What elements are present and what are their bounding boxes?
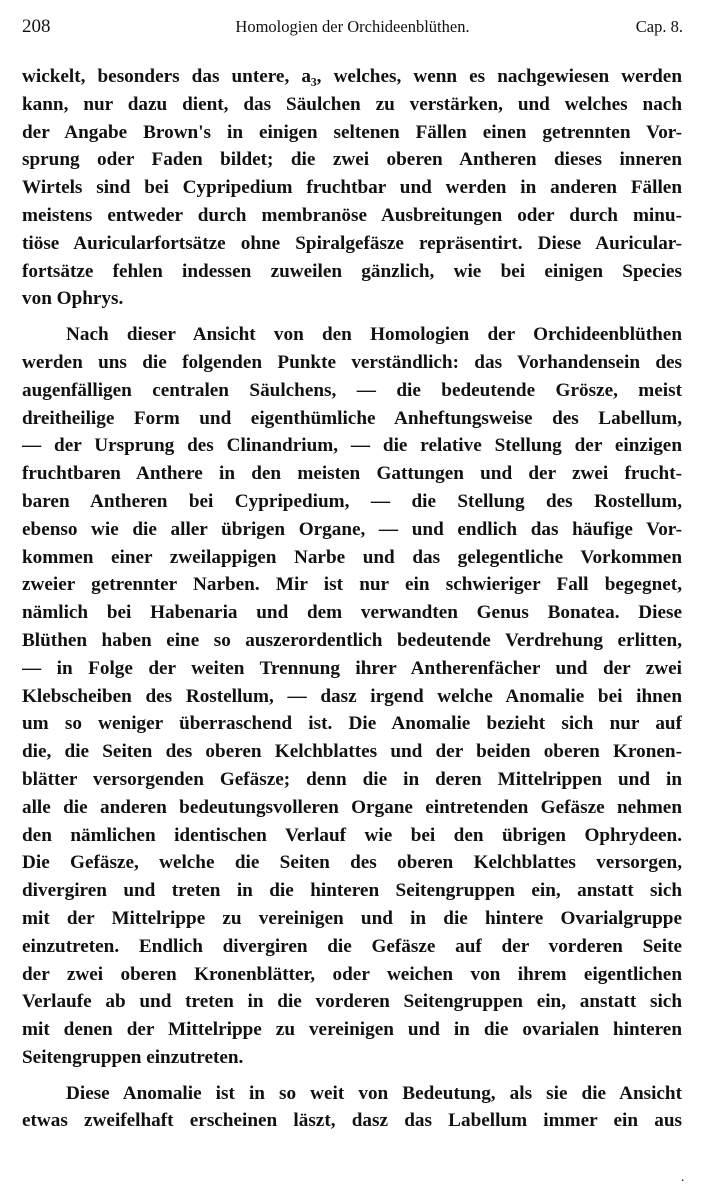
- text-line: meistens entweder durch membranöse Ausbreitungen oder durch minu-: [22, 204, 682, 226]
- text-line: mit der Mittelrippe zu vereinigen und in die hintere Ovarialgruppe: [22, 907, 682, 929]
- text-line: tiöse Auricularfortsätze ohne Spiralgefäsze repräsentirt. Diese Auricular-: [22, 232, 682, 254]
- text-line: fortsätze fehlen indessen zuweilen gänzlich, wie bei einigen Species: [22, 260, 682, 282]
- text-line: divergiren und treten in die hinteren Seitengruppen ein, anstatt sich: [22, 880, 682, 902]
- text-line: kann, nur dazu dient, das Säulchen zu verstärken, und welches nach: [22, 93, 682, 115]
- text-line: — der Ursprung des Clinandrium, — die relative Stellung der einzigen: [22, 435, 682, 457]
- text-line: der Angabe Brown's in einigen seltenen Fällen einen getrennten Vor-: [22, 121, 682, 143]
- paragraph-gap: [22, 313, 682, 321]
- text-line: Verlaufe ab und treten in die vorderen Seitengruppen ein, anstatt sich: [22, 991, 682, 1013]
- text-line: kommen einer zweilappigen Narbe und das gelegentliche Vorkommen: [22, 546, 682, 568]
- text-line: ebenso wie die aller übrigen Organe, — und endlich das häufige Vor-: [22, 518, 682, 540]
- text-line: — in Folge der weiten Trennung ihrer Antherenfächer und der zwei: [22, 657, 682, 679]
- text-line: Diese Anomalie ist in so weit von Bedeutung, als sie die Ansicht: [66, 1082, 682, 1104]
- text-line: Klebscheiben des Rostellum, — dasz irgend welche Anomalie bei ihnen: [22, 685, 682, 707]
- text-line: dreitheilige Form und eigenthümliche Anheftungsweise des Labellum,: [22, 407, 682, 429]
- text-line: einzutreten. Endlich divergiren die Gefäsze auf der vorderen Seite: [22, 935, 682, 957]
- text-line: sprung oder Faden bildet; die zwei oberen Antheren dieses inneren: [22, 149, 682, 171]
- text-line: nämlich bei Habenaria und dem verwandten Genus Bonatea. Diese: [22, 602, 682, 624]
- text-line: alle die anderen bedeutungsvolleren Organe eintretenden Gefäsze nehmen: [22, 796, 682, 818]
- page-header: [22, 14, 683, 44]
- text-line: mit denen der Mittelrippe zu vereinigen und in die ovarialen hinteren: [22, 1019, 682, 1041]
- paragraph: [22, 1080, 682, 1136]
- paragraph-gap: [22, 1072, 682, 1080]
- text-line: etwas zweifelhaft erscheinen läszt, dasz das Labellum immer ein aus: [22, 1110, 682, 1132]
- text-line: Seitengruppen einzutreten.: [22, 1046, 244, 1068]
- text-line: blätter versorgenden Gefäsze; denn die in deren Mittelrippen und in: [22, 768, 682, 790]
- text-line: zweier getrennter Narben. Mir ist nur ein schwieriger Fall begegnet,: [22, 574, 682, 596]
- text-line: werden uns die folgenden Punkte verständlich: das Vorhandensein des: [22, 351, 682, 373]
- text-line: die, die Seiten des oberen Kelchblattes und der beiden oberen Kronen-: [22, 741, 682, 763]
- chapter-label: Cap. 8.: [635, 17, 683, 36]
- running-title: Homologien der Orchideenblüthen.: [235, 17, 470, 36]
- text-line: Nach dieser Ansicht von den Homologien der Orchideenblüthen: [66, 324, 682, 346]
- text-line: fruchtbaren Anthere in den meisten Gattungen und der zwei frucht-: [22, 463, 682, 485]
- text-line: um so weniger überraschend ist. Die Anomalie bezieht sich nur auf: [22, 713, 682, 735]
- text-line: wickelt, besonders das untere, a₃, welches, wenn es nachgewiesen werden: [22, 66, 682, 87]
- text-line: Die Gefäsze, welche die Seiten des oberen Kelchblattes versorgen,: [22, 852, 682, 874]
- text-line: baren Antheren bei Cypripedium, — die Stellung des Rostellum,: [22, 490, 682, 512]
- text-line: Wirtels sind bei Cypripedium fruchtbar und werden in anderen Fällen: [22, 177, 682, 199]
- stray-print-mark: ·: [680, 1174, 685, 1189]
- paragraph: [22, 321, 682, 1072]
- page-number: 208: [22, 16, 51, 37]
- text-line: von Ophrys.: [22, 288, 124, 310]
- paragraph: [22, 63, 682, 313]
- body-text: [22, 63, 682, 1135]
- text-line: augenfälligen centralen Säulchens, — die bedeutende Grösze, meist: [22, 379, 682, 401]
- text-line: Blüthen haben eine so auszerordentlich bedeutende Verdrehung erlitten,: [22, 629, 682, 651]
- text-line: der zwei oberen Kronenblätter, oder weichen von ihrem eigentlichen: [22, 963, 682, 985]
- text-line: den nämlichen identischen Verlauf wie bei den übrigen Ophrydeen.: [22, 824, 682, 846]
